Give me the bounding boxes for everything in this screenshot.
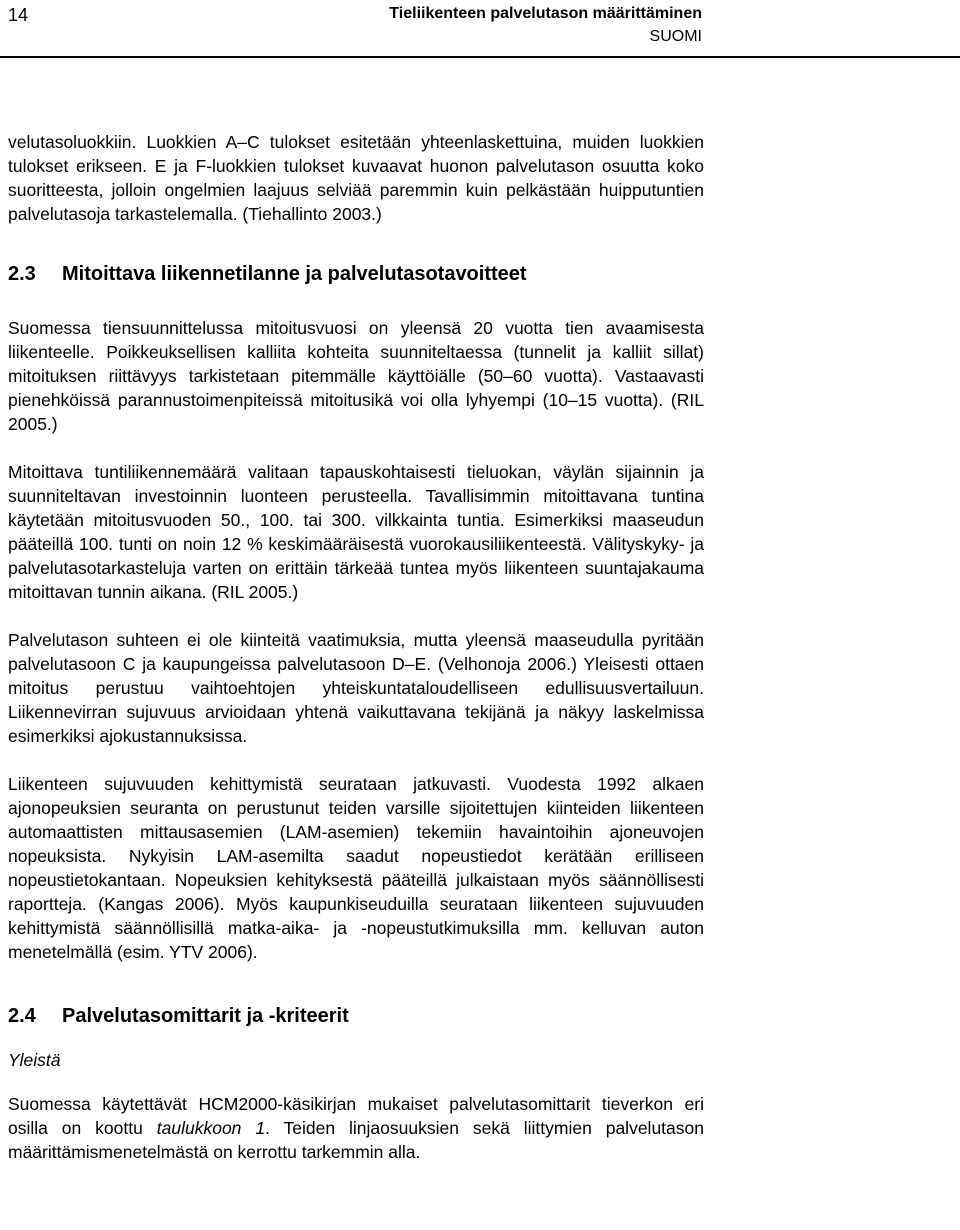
paragraph-design-hour: Mitoittava tuntiliikennemäärä valitaan tapauskohtaisesti tieluokan, väylän sijainnin ja suunniteltavan investoinnin luonteen perusteella. Tavallisimmin mitoittavana tuntina käytetään mitoitusvuoden 50., 100. tai 300. vilkkainta tuntia. Esimerkiksi maaseudun pääteillä 100. tunti on noin 12 % keskimääräisestä vuorokausiliikenteestä. Välityskyky- ja palvelutasotarkasteluja varten on erittäin tärkeää tuntea myös liikenteen suuntajakauma mitoittavan tunnin aikana. (RIL 2005.)	[8, 462, 704, 602]
paragraph-continued: velutasoluokkiin. Luokkien A–C tulokset esitetään yhteenlaskettuina, muiden luokkien tulokset erikseen. E ja F-luokkien tulokset kuvaavat huonon palvelutason osuutta koko suoritteesta, jolloin ongelmien laajuus selviää paremmin kuin pelkästään huipputuntien palvelutasoja tarkastelemalla. (Tiehallinto 2003.)	[8, 132, 704, 224]
section-title: Mitoittava liikennetilanne ja palvelutasotavoitteet	[62, 263, 527, 285]
paragraph-hcm2000	[8, 1092, 704, 1164]
page-header	[0, 0, 960, 70]
page-number: 14	[8, 5, 29, 25]
paragraph-service-level-targets: Palvelutason suhteen ei ole kiinteitä vaatimuksia, mutta yleensä maaseudulla pyritään palvelutasoon C ja kaupungeissa palvelutasoon D–E. (Velhonoja 2006.) Yleisesti ottaen mitoitus perustuu vaihtoehtojen yhteiskuntataloudelliseen edullisuusvertailuun. Liikennevirran sujuvuus arvioidaan yhtenä vaikuttavana tekijänä ja näkyy laskelmissa esimerkiksi ajokustannuksissa.	[8, 630, 704, 746]
table-reference-link: taulukkoon 1	[156, 1118, 266, 1138]
running-title: Tieliikenteen palvelutason määrittäminen	[389, 5, 702, 22]
paragraph-traffic-monitoring: Liikenteen sujuvuuden kehittymistä seurataan jatkuvasti. Vuodesta 1992 alkaen ajonopeuksien seuranta on perustunut teiden varsille sijoitettujen kiinteiden liikenteen automaattisten mittausasemien (LAM-asemien) tekemiin havaintoihin ajoneuvojen nopeuksista. Nykyisin LAM-asemilta saadut nopeustiedot kerätään erilliseen nopeustietokantaan. Nopeuksien kehityksestä pääteillä julkaistaan myös säännöllisesti raportteja. (Kangas 2006). Myös kaupunkiseuduilla seurataan liikenteen sujuvuuden kehittymistä säännöllisillä matka-aika- ja -nopeustutkimuksilla mm. kelluvan auton menetelmällä (esim. YTV 2006).	[8, 774, 704, 962]
running-subtitle: SUOMI	[649, 28, 702, 45]
section-title: Palvelutasomittarit ja -kriteerit	[62, 1005, 349, 1027]
section-heading-2-3	[8, 262, 704, 286]
paragraph-text: Suomessa käytettävät HCM2000-käsikirjan mukaiset palvelutasomittarit tieverkon eri osilla on koottu	[8, 1094, 704, 1138]
subsection-heading: Yleistä	[8, 1050, 61, 1070]
section-number: 2.3	[8, 263, 36, 285]
section-heading-2-4	[8, 1004, 704, 1028]
header-divider	[0, 56, 960, 58]
paragraph-text: . Teiden linjaosuuksien sekä liittymien palvelutason määrittämismenetelmästä on kerrottu tarkemmin alla.	[8, 1118, 704, 1162]
paragraph-design-year: Suomessa tiensuunnittelussa mitoitusvuosi on yleensä 20 vuotta tien avaamisesta liikenteelle. Poikkeuksellisen kalliita kohteita suunniteltaessa (tunnelit ja kalliit sillat) mitoituksen riittävyys tarkistetaan pitemmälle käyttöiälle (50–60 vuotta). Vastaavasti pienehköissä parannustoimenpiteissä mitoitusikä voi olla lyhyempi (10–15 vuotta). (RIL 2005.)	[8, 318, 704, 434]
body-text	[8, 130, 704, 1164]
section-number: 2.4	[8, 1005, 36, 1027]
